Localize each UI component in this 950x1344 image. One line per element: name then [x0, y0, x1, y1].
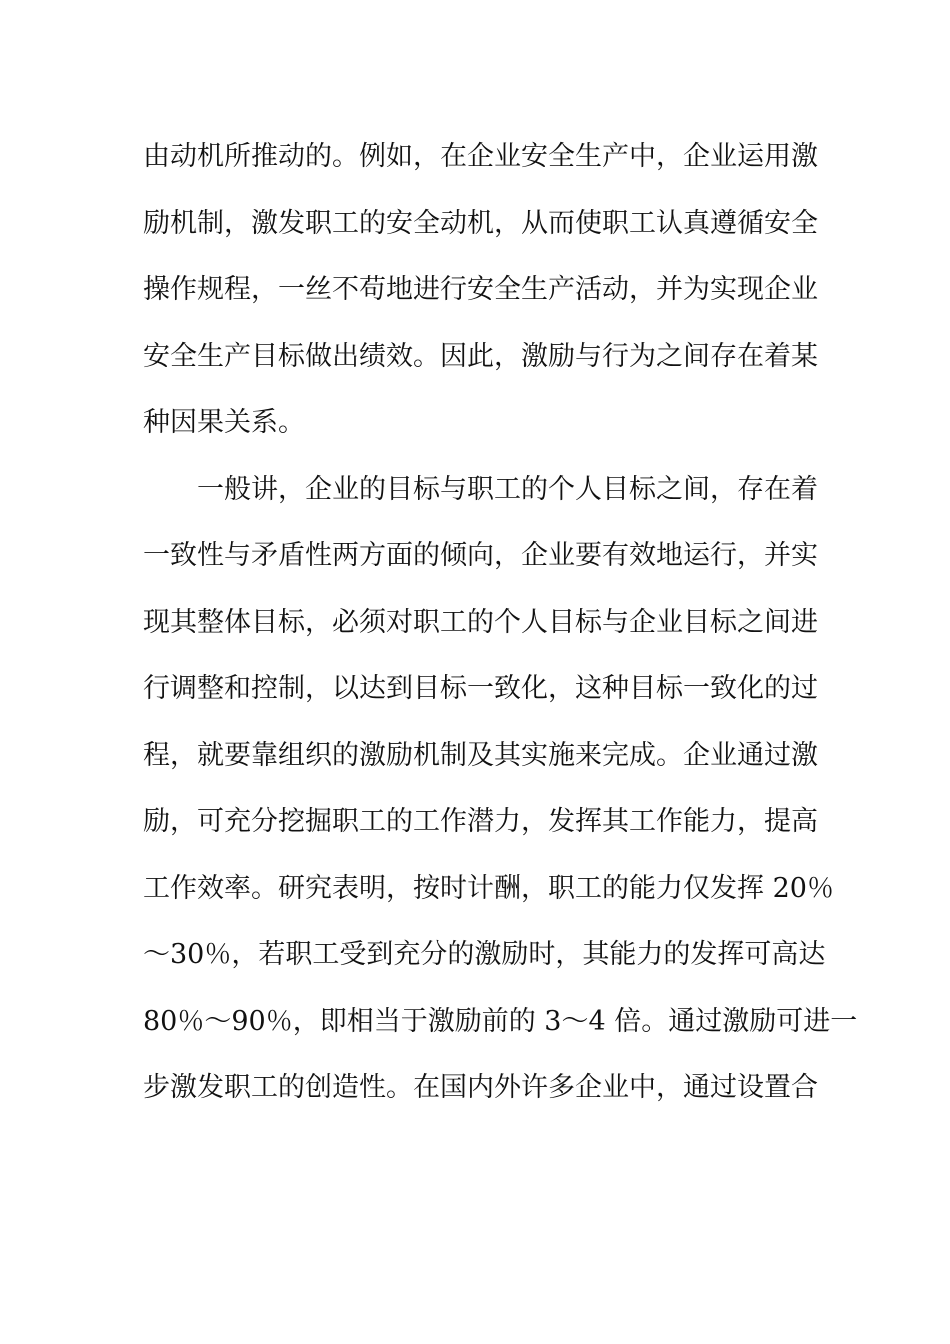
text-line: 种因果关系。	[143, 407, 305, 438]
text-line: 80％～90％，即相当于激励前的 3～4 倍。通过激励可进一	[143, 1005, 858, 1037]
paragraph-2	[143, 457, 858, 1122]
text-line: 程，就要靠组织的激励机制及其实施来完成。企业通过激	[143, 739, 818, 771]
body-text	[143, 124, 858, 1122]
text-line: 励，可充分挖掘职工的工作潜力，发挥其工作能力，提高	[143, 806, 818, 837]
text-line: 现其整体目标，必须对职工的个人目标与企业目标之间进	[143, 606, 818, 638]
text-line: 一般讲，企业的目标与职工的个人目标之间，存在着	[197, 473, 818, 505]
text-line: ～30％，若职工受到充分的激励时，其能力的发挥可高达	[143, 939, 826, 970]
text-line: 步激发职工的创造性。在国内外许多企业中，通过设置合	[143, 1072, 818, 1103]
text-line: 励机制，激发职工的安全动机，从而使职工认真遵循安全	[143, 207, 818, 239]
text-line: 操作规程，一丝不苟地进行安全生产活动，并为实现企业	[143, 274, 818, 305]
text-line: 一致性与矛盾性两方面的倾向，企业要有效地运行，并实	[143, 540, 818, 571]
text-line: 工作效率。研究表明，按时计酬，职工的能力仅发挥 20％	[143, 872, 834, 904]
paragraph-1	[143, 124, 818, 457]
text-line: 行调整和控制，以达到目标一致化，这种目标一致化的过	[143, 673, 818, 704]
text-line: 安全生产目标做出绩效。因此，激励与行为之间存在着某	[143, 340, 818, 372]
text-line: 由动机所推动的。例如，在企业安全生产中，企业运用激	[143, 141, 818, 172]
